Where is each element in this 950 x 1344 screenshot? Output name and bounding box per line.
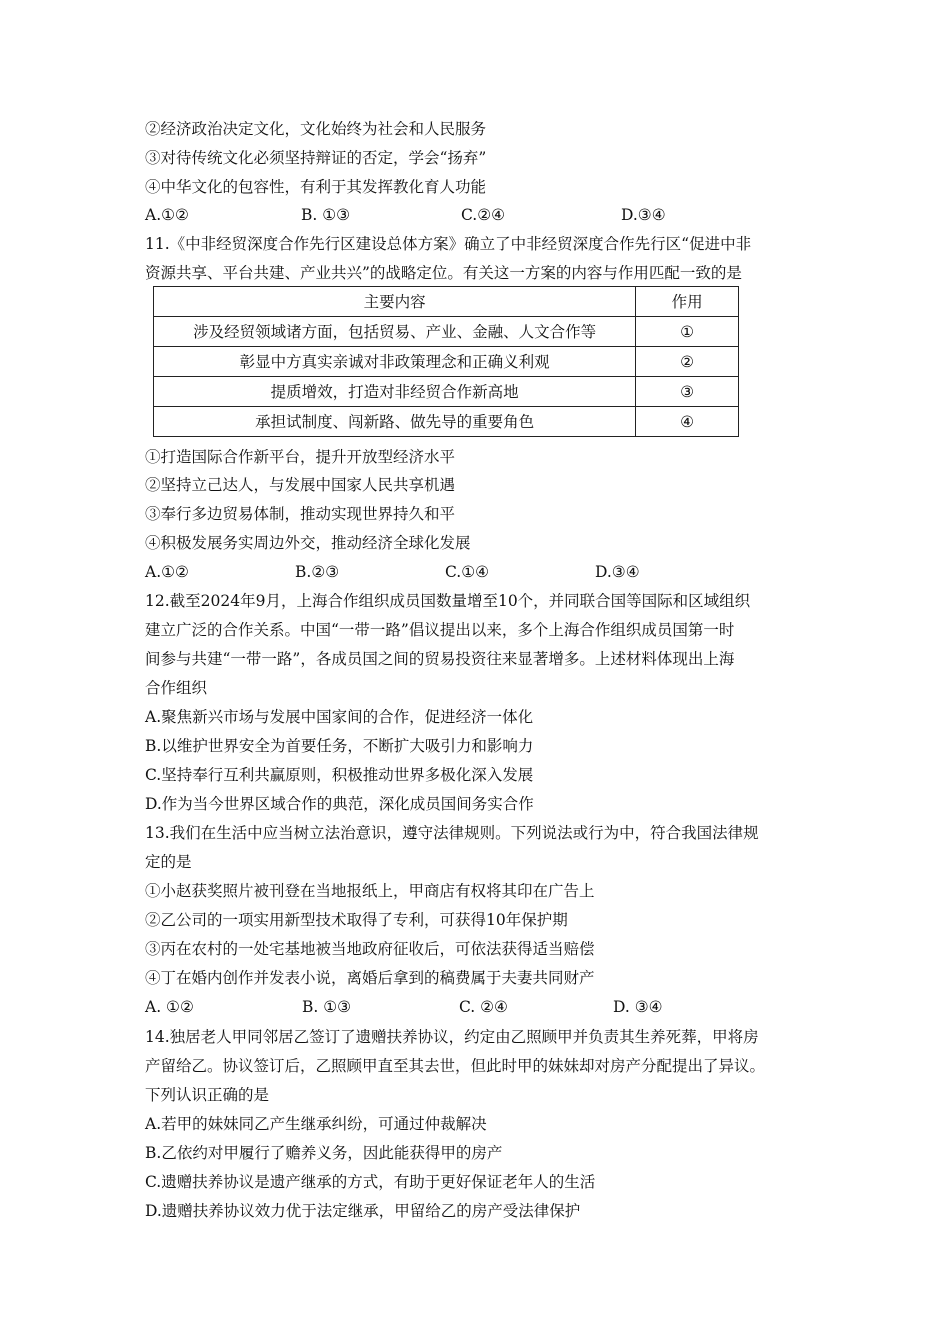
q10-item-4: ④中华文化的包容性，有利于其发挥教化育人功能 [145,178,487,196]
table-cell-content: 承担试制度、闯新路、做先导的重要角色 [154,407,636,437]
table-row [154,317,739,347]
table-row [154,377,739,407]
q11-option-a: A.①② [145,563,189,581]
q11-stem-1: 11.《中非经贸深度合作先行区建设总体方案》确立了中非经贸深度合作先行区“促进中非 [145,235,752,253]
table-cell-content: 提质增效，打造对非经贸合作新高地 [154,377,636,407]
table-row [154,347,739,377]
q13-item-3: ③丙在农村的一处宅基地被当地政府征收后，可依法获得适当赔偿 [145,940,595,958]
q11-option-d: D.③④ [595,563,640,581]
q13-item-2: ②乙公司的一项实用新型技术取得了专利，可获得10年保护期 [145,911,568,929]
q10-item-2: ②经济政治决定文化，文化始终为社会和人民服务 [145,120,487,138]
table-cell-role: ② [636,347,739,377]
q13-options [145,997,815,1017]
q13-stem-1: 13.我们在生活中应当树立法治意识，遵守法律规则。下列说法或行为中，符合我国法律规 [145,824,759,842]
q12-choice-b: B.以维护世界安全为首要任务，不断扩大吸引力和影响力 [145,737,534,755]
q11-option-b: B.②③ [295,563,340,581]
q13-option-c: C. ②④ [459,998,508,1016]
q10-option-b: B. ①③ [301,206,351,224]
q14-choice-d: D.遗赠扶养协议效力优于法定继承，甲留给乙的房产受法律保护 [145,1202,581,1220]
q13-stem-2: 定的是 [145,853,192,871]
q10-option-a: A.①② [145,206,189,224]
q12-stem-3: 间参与共建“一带一路”，各成员国之间的贸易投资往来显著增多。上述材料体现出上海 [145,650,735,668]
q14-choice-a: A.若甲的妹妹同乙产生继承纠纷，可通过仲裁解决 [145,1115,487,1133]
q13-option-b: B. ①③ [302,998,352,1016]
q14-stem-2: 产留给乙。协议签订后，乙照顾甲直至其去世，但此时甲的妹妹却对房产分配提出了异议。 [145,1057,766,1075]
q10-option-c: C.②④ [461,206,506,224]
q14-choice-c: C.遗赠扶养协议是遗产继承的方式，有助于更好保证老年人的生活 [145,1173,596,1191]
q11-item-2: ②坚持立己达人，与发展中国家人民共享机遇 [145,476,456,494]
q12-choice-d: D.作为当今世界区域合作的典范，深化成员国间务实合作 [145,795,534,813]
table-header-row [154,287,739,317]
q10-option-d: D.③④ [621,206,666,224]
q12-stem-4: 合作组织 [145,679,208,697]
q12-stem-1: 12.截至2024年9月，上海合作组织成员国数量增至10个，并同联合国等国际和区域组织 [145,592,751,610]
table-cell-role: ③ [636,377,739,407]
q12-choice-a: A.聚焦新兴市场与发展中国家间的合作，促进经济一体化 [145,708,534,726]
q14-stem-3: 下列认识正确的是 [145,1086,270,1104]
q13-option-a: A. ①② [145,998,194,1016]
q13-item-1: ①小赵获奖照片被刊登在当地报纸上，甲商店有权将其印在广告上 [145,882,595,900]
table-header-content: 主要内容 [154,287,636,317]
q12-choice-c: C.坚持奉行互利共赢原则，积极推动世界多极化深入发展 [145,766,534,784]
q12-stem-2: 建立广泛的合作关系。中国“一带一路”倡议提出以来，多个上海合作组织成员国第一时 [145,621,735,639]
q13-item-4: ④丁在婚内创作并发表小说，离婚后拿到的稿费属于夫妻共同财产 [145,969,595,987]
table-cell-role: ① [636,317,739,347]
q14-choice-b: B.乙依约对甲履行了赡养义务，因此能获得甲的房产 [145,1144,503,1162]
q11-table [153,286,739,437]
q11-item-1: ①打造国际合作新平台，提升开放型经济水平 [145,448,456,466]
q11-item-4: ④积极发展务实周边外交，推动经济全球化发展 [145,534,471,552]
table-cell-role: ④ [636,407,739,437]
q14-stem-1: 14.独居老人甲同邻居乙签订了遗赠扶养协议，约定由乙照顾甲并负责其生养死葬，甲将房 [145,1028,759,1046]
q10-item-3: ③对待传统文化必须坚持辩证的否定，学会“扬弃” [145,149,487,167]
q11-option-c: C.①④ [445,563,490,581]
table-header-role: 作用 [636,287,739,317]
q13-option-d: D. ③④ [613,998,663,1016]
table-row [154,407,739,437]
table-cell-content: 彰显中方真实亲诚对非政策理念和正确义利观 [154,347,636,377]
q11-options [145,562,815,582]
q11-stem-2: 资源共享、平台共建、产业共兴”的战略定位。有关这一方案的内容与作用匹配一致的是 [145,264,742,282]
table-cell-content: 涉及经贸领域诸方面，包括贸易、产业、金融、人文合作等 [154,317,636,347]
q11-item-3: ③奉行多边贸易体制，推动实现世界持久和平 [145,505,456,523]
q10-options [145,205,815,225]
